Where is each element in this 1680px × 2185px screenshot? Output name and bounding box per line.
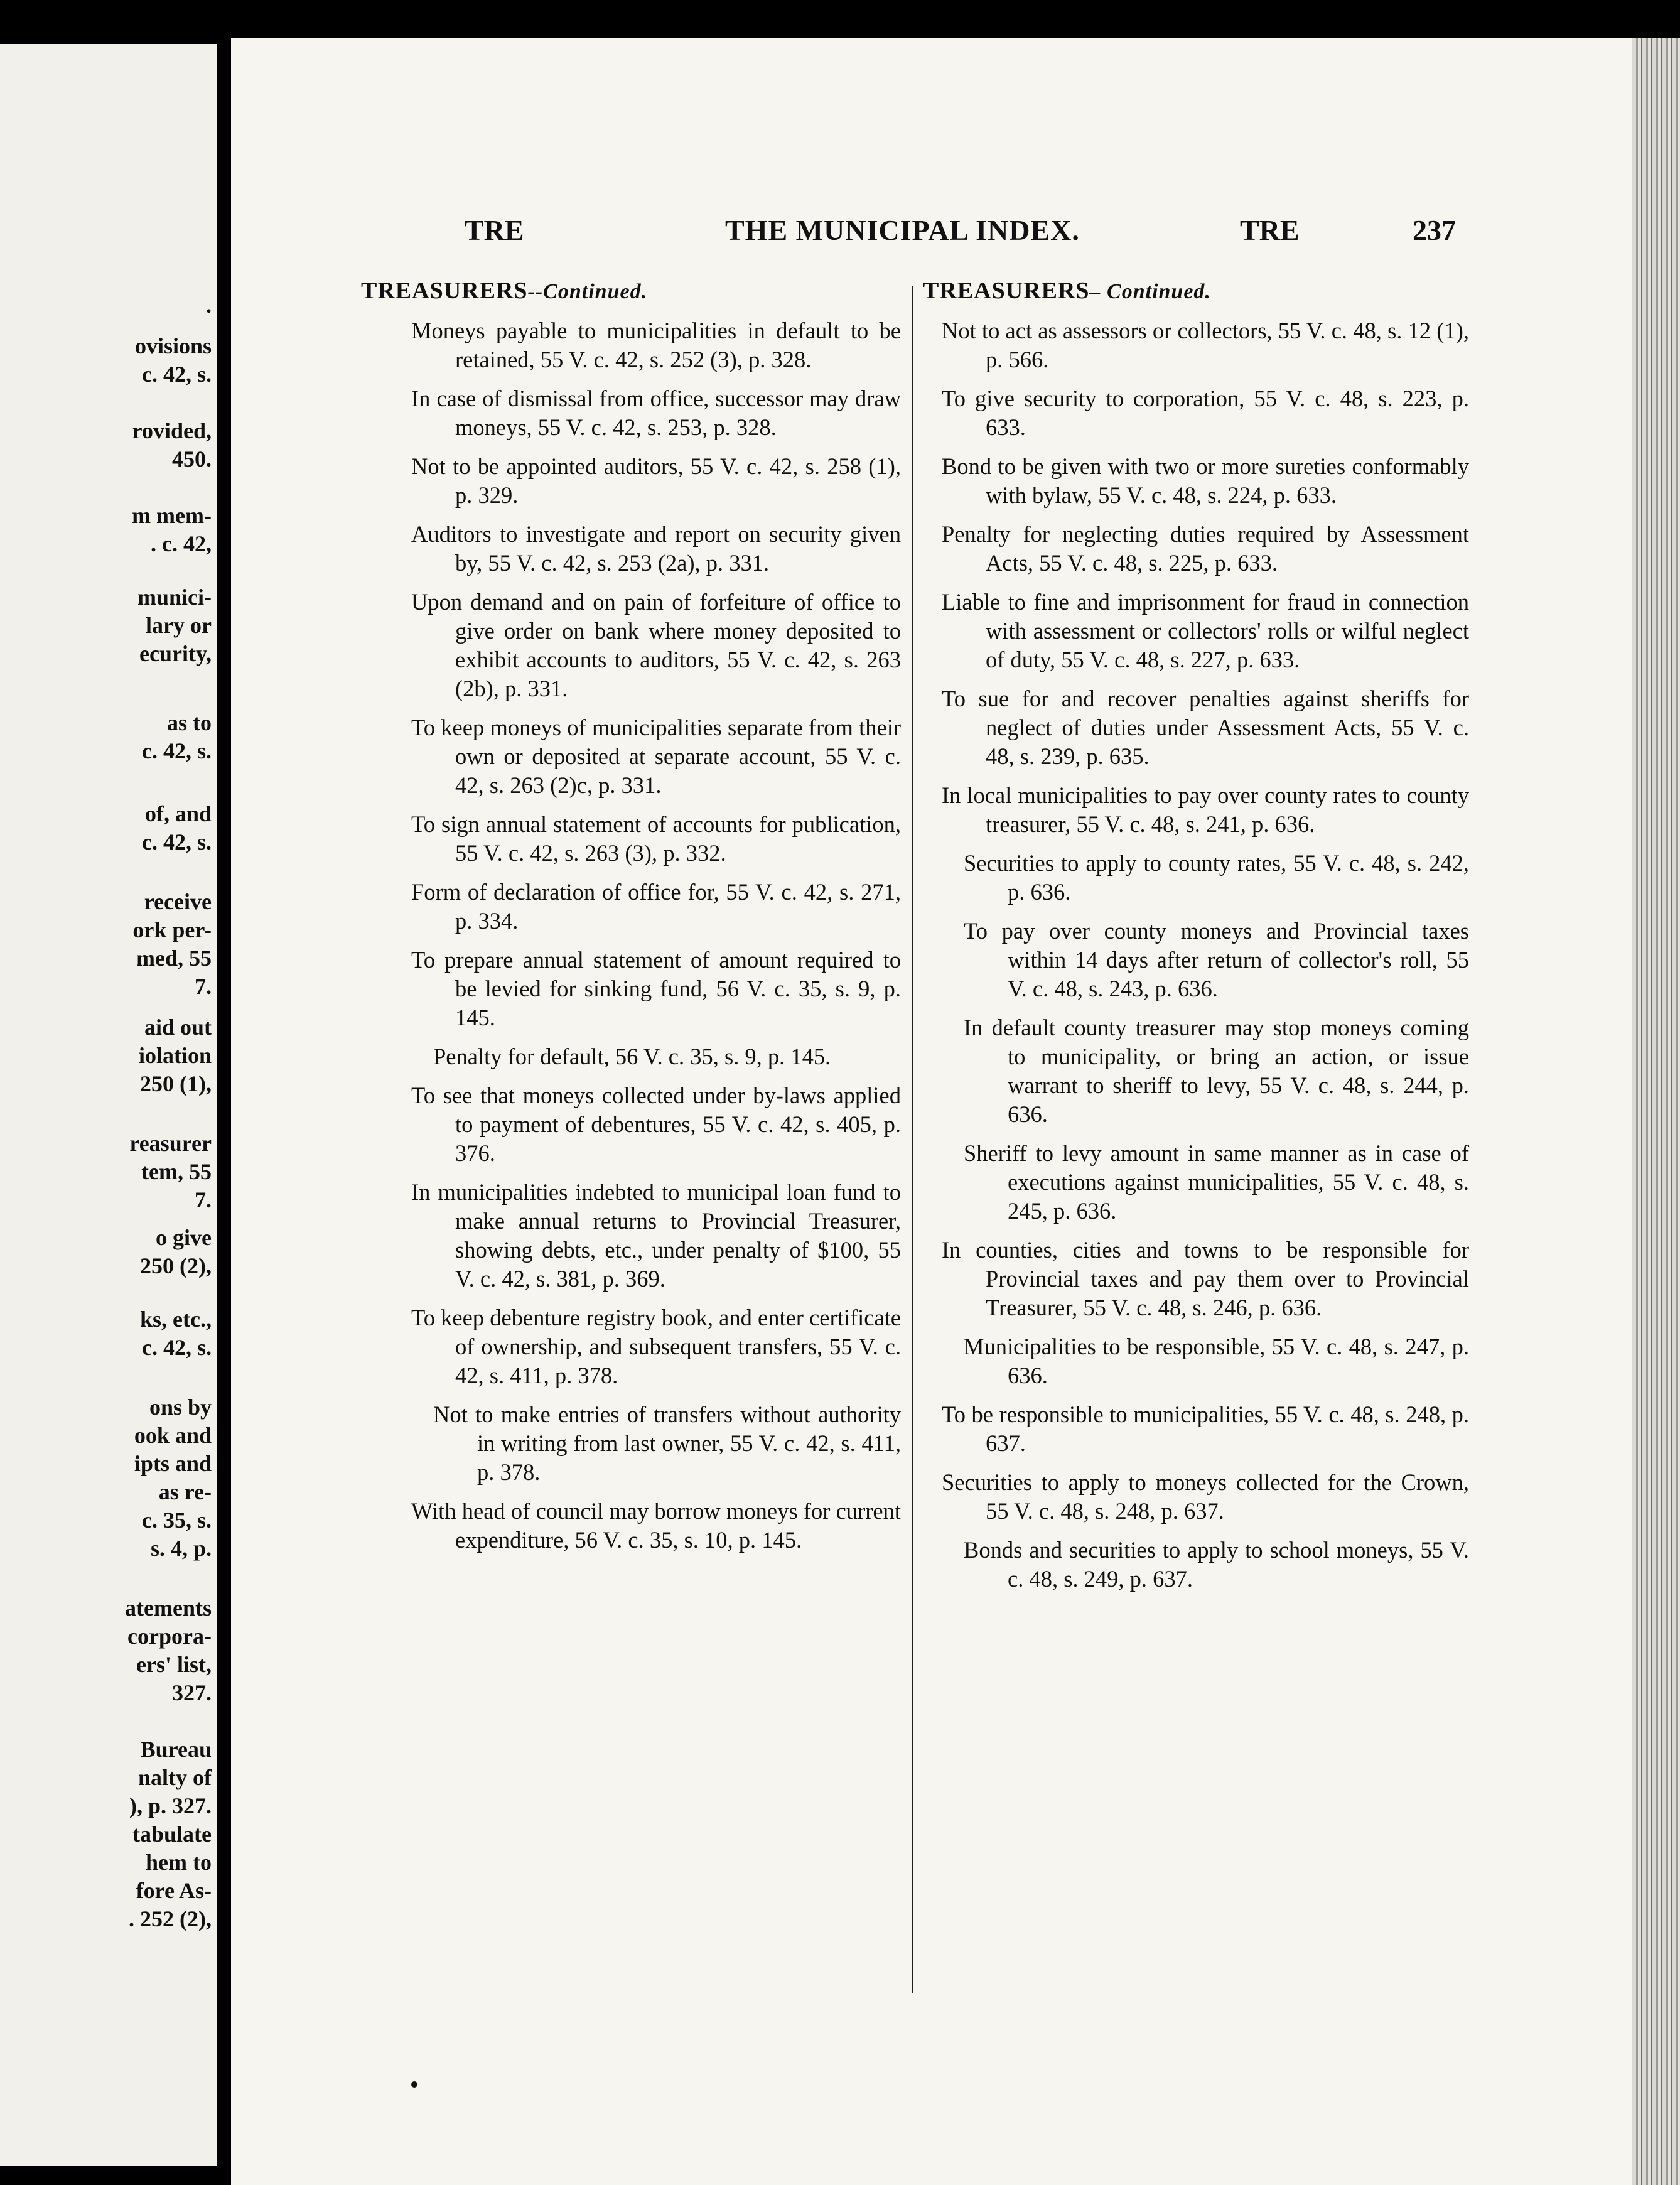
index-entry: To pay over county moneys and Provincial taxes within 14 days after return of collector's roll, 55 V. c. 48, s. 243, p. 636. (964, 918, 1469, 1001)
previous-page-line: o give (156, 1225, 212, 1250)
right-column-heading: TREASURERS– Continued. (923, 278, 1211, 304)
previous-page-line: . (206, 293, 212, 318)
index-entry: To prepare annual statement of amount required to be levied for sinking fund, 56 V. c. 35, s. 9, p. 145. (411, 947, 901, 1030)
index-entry: Municipalities to be responsible, 55 V. c. 48, s. 247, p. 636. (964, 1334, 1469, 1388)
previous-page-line: 327. (172, 1680, 212, 1705)
previous-page-line: ipts and (134, 1451, 212, 1476)
previous-page-line: ook and (134, 1423, 212, 1448)
previous-page-line: atements (125, 1595, 212, 1621)
previous-page-line: 7. (195, 974, 212, 999)
index-entry: In default county treasurer may stop moneys coming to municipality, or bring an action, or issue warrant to sheriff to levy, 55 V. c. 48, s. 244, p. 636. (964, 1015, 1469, 1127)
previous-page-line: nalty of (138, 1765, 212, 1790)
index-entry: Not to make entries of transfers without authority in writing from last owner, 55 V. c. 42, s. 411, p. 378. (433, 1401, 901, 1485)
previous-page-line: ), p. 327. (129, 1793, 212, 1818)
index-entry: Not to act as assessors or collectors, 55 V. c. 48, s. 12 (1), p. 566. (942, 318, 1469, 372)
previous-page-line: . c. 42, (151, 531, 212, 556)
index-entry: In case of dismissal from office, successor may draw moneys, 55 V. c. 42, s. 253, p. 328. (411, 386, 901, 440)
previous-page-line: . 252 (2), (129, 1906, 212, 1931)
previous-page-line: 7. (195, 1187, 212, 1212)
index-entry: Securities to apply to county rates, 55 V. c. 48, s. 242, p. 636. (964, 850, 1469, 905)
previous-page-line: m mem- (132, 503, 212, 528)
previous-page-line: tem, 55 (141, 1159, 212, 1184)
previous-page-line: 450. (172, 446, 212, 472)
right-entries (923, 316, 1469, 1594)
previous-page-line: med, 55 (136, 946, 212, 971)
previous-page-line: 250 (1), (140, 1071, 212, 1096)
previous-page-line: c. 42, s. (142, 829, 212, 855)
left-column-heading: TREASURERS--Continued. (361, 278, 648, 304)
index-entry: Auditors to investigate and report on security given by, 55 V. c. 42, s. 253 (2a), p. 331. (411, 521, 901, 576)
previous-page-line: ecurity, (139, 641, 212, 666)
index-entry: With head of council may borrow moneys for current expenditure, 56 V. c. 35, s. 10, p. 145. (411, 1498, 901, 1553)
index-entry: Penalty for default, 56 V. c. 35, s. 9, p. 145. (433, 1044, 831, 1069)
previous-page-line: munici- (137, 585, 212, 610)
previous-page-line: fore As- (136, 1878, 212, 1903)
previous-page-line: hem to (146, 1850, 212, 1875)
previous-page-line: ers' list, (136, 1652, 212, 1677)
index-entry: To see that moneys collected under by-laws applied to payment of debentures, 55 V. c. 42, s. 405, p. 376. (411, 1082, 901, 1166)
previous-page-line: c. 42, s. (142, 738, 212, 763)
index-entry: To give security to corporation, 55 V. c. 48, s. 223, p. 633. (942, 386, 1469, 440)
running-header (0, 213, 1680, 257)
page-number: 237 (1413, 214, 1456, 246)
index-entry: To be responsible to municipalities, 55 V. c. 48, s. 248, p. 637. (942, 1401, 1469, 1456)
previous-page-line: ons by (149, 1395, 212, 1420)
index-entry: Bonds and securities to apply to school moneys, 55 V. c. 48, s. 249, p. 637. (964, 1537, 1469, 1592)
left-entries (361, 316, 901, 1555)
index-entry: Not to be appointed auditors, 55 V. c. 42, s. 258 (1), p. 329. (411, 453, 901, 508)
previous-page-line: lary or (146, 613, 212, 638)
index-entry: To sign annual statement of accounts for publication, 55 V. c. 42, s. 263 (3), p. 332. (411, 811, 901, 866)
index-entry: Liable to fine and imprisonment for fraud in connection with assessment or collectors' rolls or wilful neglect of duty, 55 V. c. 48, s. 227, p. 633. (942, 589, 1469, 672)
previous-page-line: Bureau (140, 1737, 212, 1762)
header-title: THE MUNICIPAL INDEX. (725, 214, 1080, 246)
header-left-word: TRE (465, 214, 524, 246)
previous-page-line: tabulate (132, 1821, 212, 1847)
left-column (361, 276, 901, 1555)
header-right-word: TRE (1240, 214, 1300, 246)
previous-page-line: reasurer (129, 1131, 212, 1156)
previous-page-line: as to (167, 710, 212, 735)
previous-page-line: iolation (138, 1043, 212, 1068)
index-entry: Securities to apply to moneys collected for the Crown, 55 V. c. 48, s. 248, p. 637. (942, 1469, 1469, 1524)
index-entry: Bond to be given with two or more sureties conformably with bylaw, 55 V. c. 48, s. 224, p. 633. (942, 453, 1469, 508)
previous-page-line: ks, etc., (140, 1307, 212, 1332)
index-entry: To sue for and recover penalties against sheriffs for neglect of duties under Assessment Acts, 55 V. c. 48, s. 239, p. 635. (942, 686, 1469, 769)
index-entry: To keep moneys of municipalities separate from their own or deposited at separate account, 55 V. c. 42, s. 263 (2)c, p. 331. (411, 715, 901, 798)
previous-page-line: c. 42, s. (142, 362, 212, 387)
previous-page-line: s. 4, p. (150, 1536, 212, 1561)
right-column (923, 276, 1469, 1594)
previous-page-line: rovided, (132, 418, 212, 443)
previous-page-line: receive (144, 889, 212, 914)
index-entry: Form of declaration of office for, 55 V. c. 42, s. 271, p. 334. (411, 879, 901, 934)
index-entry: To keep debenture registry book, and enter certificate of ownership, and subsequent transfers, 55 V. c. 42, s. 411, p. 378. (411, 1305, 901, 1388)
index-entry: Penalty for neglecting duties required by Assessment Acts, 55 V. c. 48, s. 225, p. 633. (942, 521, 1469, 576)
previous-page-line: ork per- (132, 917, 212, 942)
index-entry: In counties, cities and towns to be responsible for Provincial taxes and pay them over to Provincial Treasurer, 55 V. c. 48, s. 246, p. 636. (942, 1237, 1469, 1320)
ink-spot (411, 2081, 417, 2088)
previous-page-edge (0, 44, 217, 2166)
previous-page-line: ovisions (134, 333, 212, 359)
index-entry: In local municipalities to pay over county rates to county treasurer, 55 V. c. 48, s. 241, p. 636. (942, 782, 1469, 837)
page-edges (1632, 38, 1680, 2185)
previous-page-line: as re- (158, 1479, 212, 1504)
index-entry: In municipalities indebted to municipal loan fund to make annual returns to Provincial Treasurer, showing debts, etc., under penalty of $100, 55 V. c. 42, s. 381, p. 369. (411, 1179, 901, 1292)
previous-page-line: of, and (144, 801, 212, 826)
previous-page-line: 250 (2), (140, 1253, 212, 1278)
previous-page-line: c. 42, s. (142, 1335, 212, 1360)
previous-page-line: c. 35, s. (142, 1508, 212, 1533)
index-entry: Sheriff to levy amount in same manner as in case of executions against municipalities, 55 V. c. 48, s. 245, p. 636. (964, 1140, 1469, 1224)
index-entry: Upon demand and on pain of forfeiture of office to give order on bank where money deposited to exhibit accounts to auditors, 55 V. c. 42, s. 263 (2b), p. 331. (411, 589, 901, 701)
previous-page-line: aid out (144, 1015, 212, 1040)
column-divider (912, 286, 913, 1993)
previous-page-line: corpora- (127, 1624, 212, 1649)
index-entry: Moneys payable to municipalities in default to be retained, 55 V. c. 42, s. 252 (3), p. 328. (411, 318, 901, 372)
